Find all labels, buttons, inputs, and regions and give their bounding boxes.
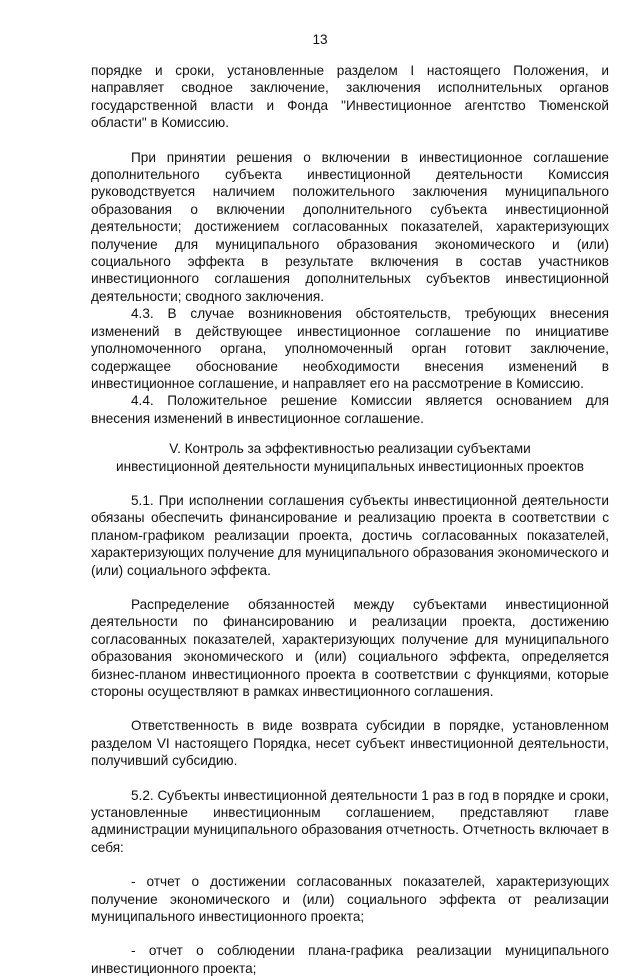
section-heading [91,440,609,475]
paragraph: При принятии решения о включении в инвестиционное соглашение дополнительного субъекта инвестиционной деятельности Комиссия руководствуется наличием положительного заключения муниципального образования о включении дополнительного субъекта инвестиционной деятельности; достижением согласованных показателей, характеризующих получение для муниципального образования экономического и (или) социального эффекта в результате включения в состав участников инвестиционного соглашения дополнительных субъектов инвестиционной деятельности; сводного заключения. [91,149,609,304]
paragraph: порядке и сроки, установленные разделом I настоящего Положения, и направляет сводное заключение, заключения исполнительных органов государственной власти и Фонда "Инвестиционное агентство Тюменской области" в Комиссию. [91,63,609,131]
page-number: 13 [312,32,328,47]
paragraph: Ответственность в виде возврата субсидии в порядке, установленном разделом VI настоящего Порядка, несет субъект инвестиционной деятельности, получивший субсидию. [91,718,609,769]
paragraph: Распределение обязанностей между субъектами инвестиционной деятельности по финансированию и реализации проекта, достижению согласованных показателей, характеризующих получение для муниципального образования экономического и (или) социального эффекта, определяется бизнес-планом инвестиционного проекта в соответствии с функциями, которые стороны осуществляют в рамках инвестиционного соглашения. [91,596,609,699]
paragraph: 4.3. В случае возникновения обстоятельств, требующих внесения изменений в действующее инвестиционное соглашение по инициативе уполномоченного органа, уполномоченный орган готовит заключение, содержащее обоснование необходимости внесения изменений в инвестиционное соглашение, и направляет его на рассмотрение в Комиссию. [91,306,609,391]
list-item: - отчет о соблюдении плана-графика реализации муниципального инвестиционного проекта; [91,943,609,976]
paragraph: 5.1. При исполнении соглашения субъекты инвестиционной деятельности обязаны обеспечить финансирование и реализацию проекта в соответствии с планом-графиком реализации проекта, достичь согласованных показателей, характеризующих получение для муниципального образования экономического и (или) социального эффекта. [91,492,609,578]
list-item: - отчет о достижении согласованных показателей, характеризующих получение экономического и (или) социального эффекта от реализации муниципального инвестиционного проекта; [91,874,609,925]
document-body [91,62,609,977]
paragraph: 5.2. Субъекты инвестиционной деятельности 1 раз в год в порядке и сроки, установленные инвестиционным соглашением, представляют главе администрации муниципального образования отчетность. Отчетность включает в себя: [91,787,609,855]
paragraph: 4.4. Положительное решение Комиссии является основанием для внесения изменений в инвестиционное соглашение. [91,393,609,426]
section-heading-line-2: инвестиционной деятельности муниципальных инвестиционных проектов [116,458,584,474]
section-heading-line-1: V. Контроль за эффективностью реализации субъектами [169,441,531,457]
